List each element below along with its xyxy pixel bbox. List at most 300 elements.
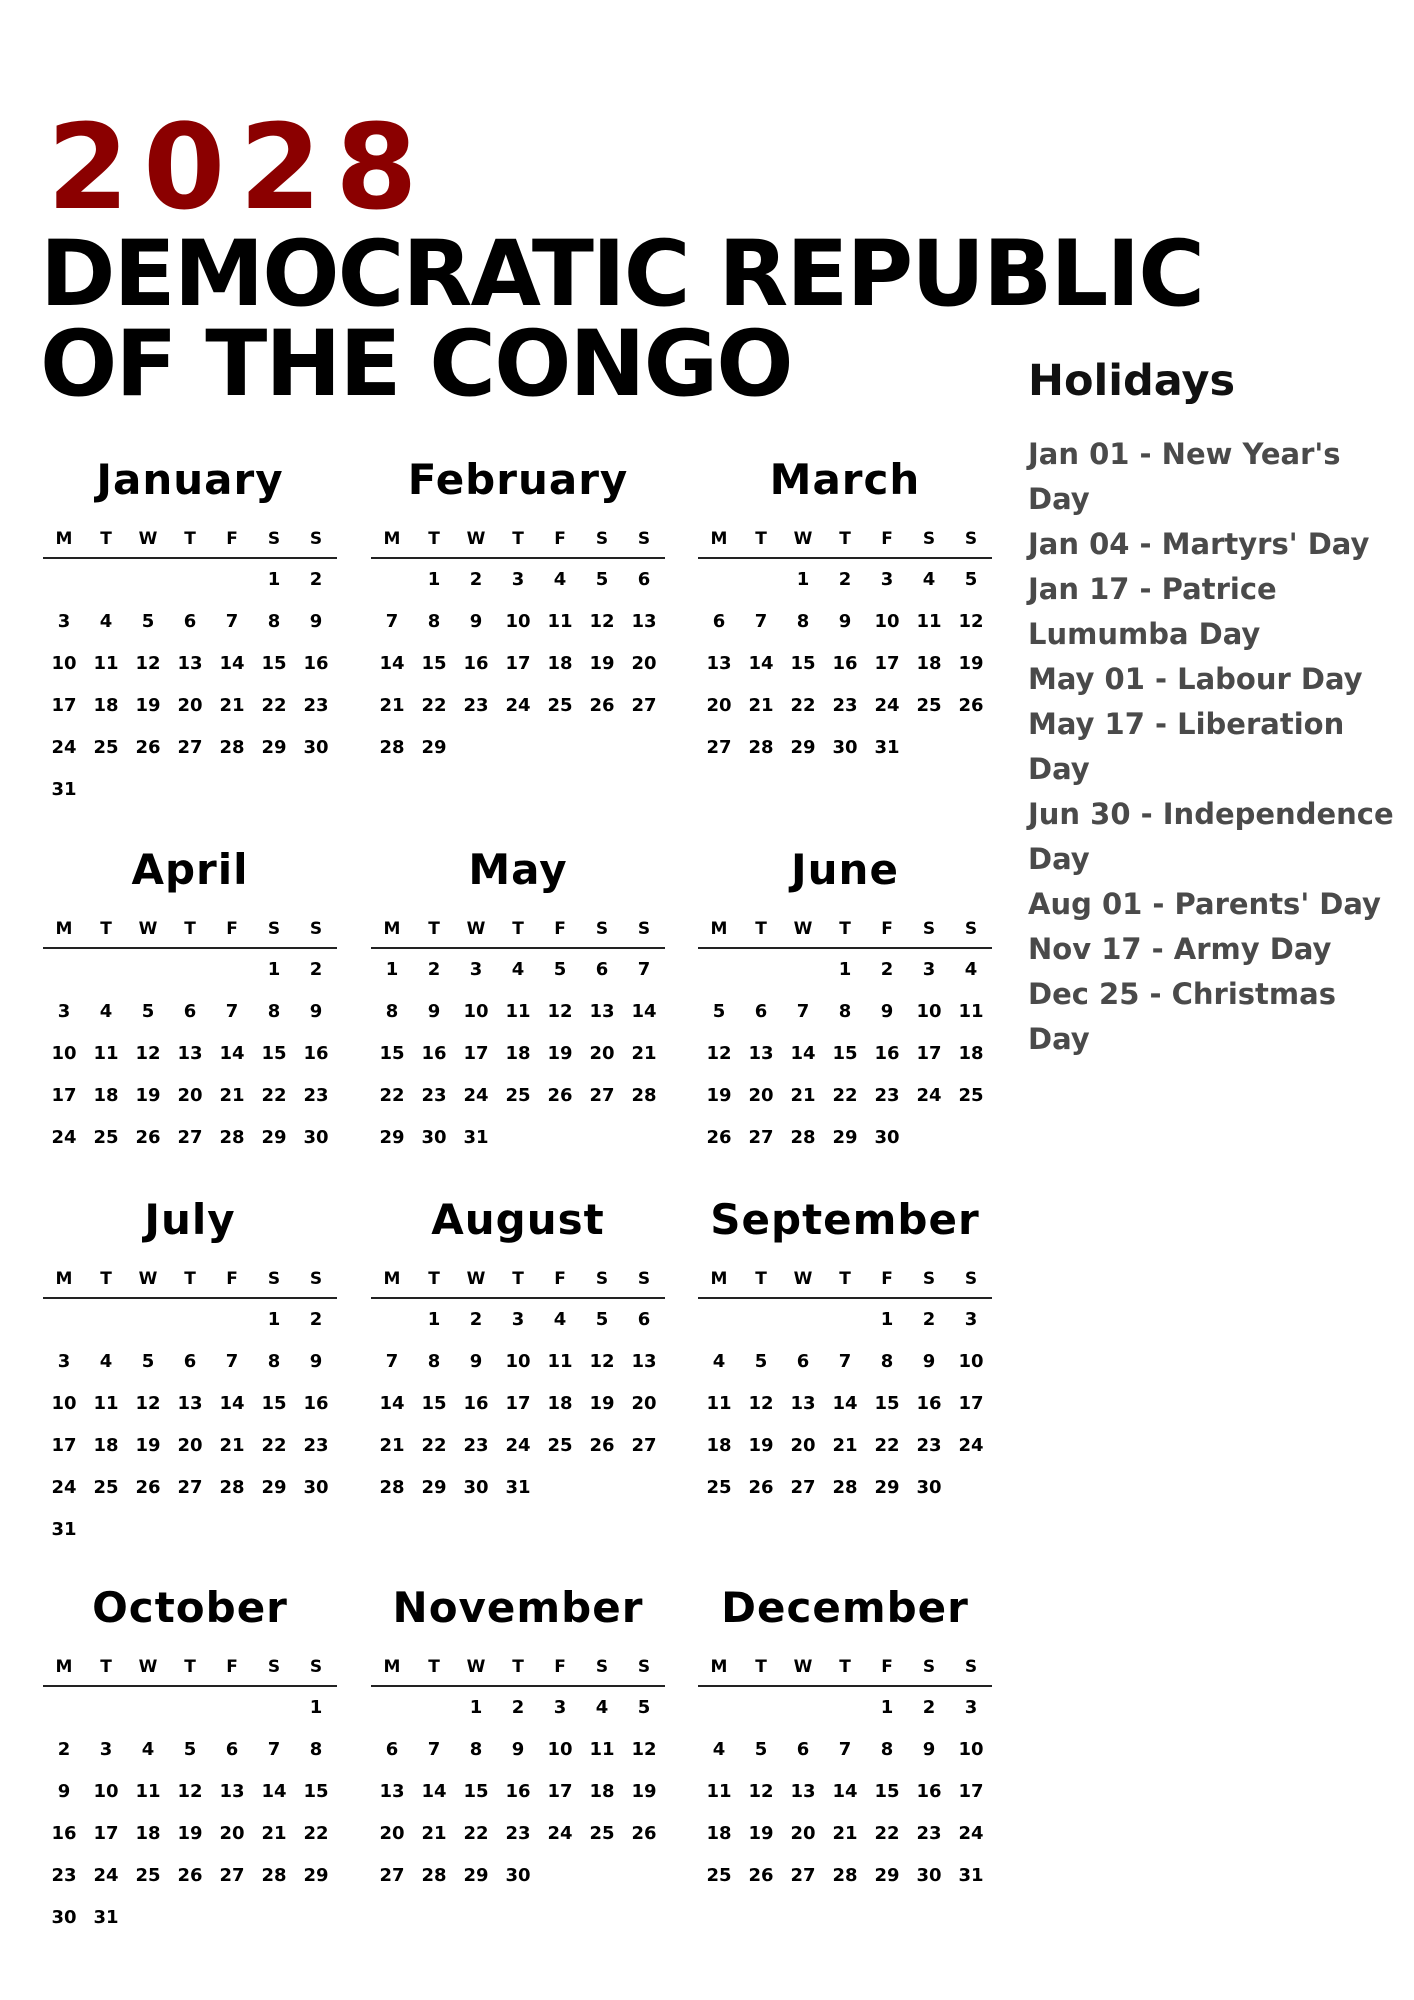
day-cell: 30 xyxy=(505,1865,531,1886)
day-cell: 19 xyxy=(706,1085,732,1106)
day-cell: 24 xyxy=(51,1477,77,1498)
weekday-label: S xyxy=(595,919,609,939)
day-cell: 22 xyxy=(261,1085,287,1106)
weekday-label: T xyxy=(512,1657,524,1677)
day-cell: 30 xyxy=(874,1127,900,1148)
day-cell: 25 xyxy=(93,737,119,758)
weekday-label: F xyxy=(881,1657,893,1677)
empty-cell xyxy=(85,957,127,999)
day-cell: 22 xyxy=(463,1823,489,1844)
day-cell: 21 xyxy=(261,1823,287,1844)
weekday-label: S xyxy=(637,1269,651,1289)
day-cell: 29 xyxy=(379,1127,405,1148)
day-cell: 16 xyxy=(303,1393,329,1414)
day-cell: 4 xyxy=(511,959,525,980)
day-cell: 16 xyxy=(832,653,858,674)
weekday-label: S xyxy=(964,1657,978,1677)
day-cell: 27 xyxy=(631,695,657,716)
weekday-label: S xyxy=(267,1269,281,1289)
day-cell: 22 xyxy=(874,1435,900,1456)
weekday-label: S xyxy=(922,529,936,549)
day-cell: 23 xyxy=(505,1823,531,1844)
holiday-item: Jan 04 - Martyrs' Day xyxy=(1028,527,1370,561)
day-cell: 9 xyxy=(922,1739,936,1760)
day-cell: 6 xyxy=(754,1001,768,1022)
weekday-label: S xyxy=(637,1657,651,1677)
empty-cell xyxy=(43,957,85,999)
weekday-label: S xyxy=(964,919,978,939)
day-cell: 21 xyxy=(379,1435,405,1456)
day-cell: 7 xyxy=(838,1739,852,1760)
weekday-label: F xyxy=(881,1269,893,1289)
day-cell: 18 xyxy=(547,1393,573,1414)
weekday-label: W xyxy=(466,1269,486,1289)
day-cell: 5 xyxy=(553,959,567,980)
day-cell: 16 xyxy=(505,1781,531,1802)
day-cell: 16 xyxy=(303,653,329,674)
day-cell: 13 xyxy=(177,1393,203,1414)
month-name: September xyxy=(710,1195,980,1244)
weekday-header xyxy=(43,1657,337,1687)
day-cell: 8 xyxy=(267,611,281,632)
day-cell: 14 xyxy=(261,1781,287,1802)
day-cell: 29 xyxy=(421,1477,447,1498)
day-cell: 12 xyxy=(135,653,161,674)
day-cell: 21 xyxy=(219,695,245,716)
weekday-label: F xyxy=(554,529,566,549)
day-cell: 8 xyxy=(838,1001,852,1022)
day-cell: 12 xyxy=(135,1393,161,1414)
holiday-item: Jun 30 - Independence Day xyxy=(1028,797,1394,876)
weekday-label: T xyxy=(512,529,524,549)
day-cell: 27 xyxy=(177,1127,203,1148)
weekday-label: T xyxy=(428,919,440,939)
day-cell: 4 xyxy=(99,1001,113,1022)
day-cell: 28 xyxy=(219,1477,245,1498)
holiday-item: Aug 01 - Parents' Day xyxy=(1028,887,1381,921)
weekday-label: T xyxy=(184,919,196,939)
day-cell: 8 xyxy=(267,1351,281,1372)
weekday-label: S xyxy=(922,1269,936,1289)
day-cell: 31 xyxy=(51,779,77,800)
day-cell: 2 xyxy=(427,959,441,980)
day-cell: 16 xyxy=(916,1393,942,1414)
month-name: January xyxy=(96,455,284,504)
day-cell: 19 xyxy=(958,653,984,674)
day-cell: 8 xyxy=(469,1739,483,1760)
day-grid xyxy=(371,1687,665,1905)
day-cell: 2 xyxy=(309,569,323,590)
day-cell: 24 xyxy=(51,1127,77,1148)
day-cell: 8 xyxy=(385,1001,399,1022)
day-cell: 15 xyxy=(832,1043,858,1064)
day-cell: 8 xyxy=(427,1351,441,1372)
day-cell: 12 xyxy=(589,1351,615,1372)
day-cell: 18 xyxy=(93,695,119,716)
day-cell: 24 xyxy=(874,695,900,716)
day-cell: 23 xyxy=(303,695,329,716)
day-cell: 29 xyxy=(832,1127,858,1148)
day-cell: 9 xyxy=(838,611,852,632)
day-cell: 4 xyxy=(553,569,567,590)
weekday-label: S xyxy=(964,1269,978,1289)
day-cell: 26 xyxy=(748,1477,774,1498)
empty-cell xyxy=(824,1695,866,1737)
day-cell: 18 xyxy=(505,1043,531,1064)
day-cell: 28 xyxy=(748,737,774,758)
day-cell: 19 xyxy=(631,1781,657,1802)
day-cell: 29 xyxy=(790,737,816,758)
weekday-label: F xyxy=(881,919,893,939)
day-grid xyxy=(43,1299,337,1559)
day-cell: 13 xyxy=(631,1351,657,1372)
day-cell: 14 xyxy=(379,653,405,674)
weekday-header xyxy=(698,529,992,559)
empty-cell xyxy=(698,1307,740,1349)
day-cell: 8 xyxy=(427,611,441,632)
weekday-header xyxy=(371,529,665,559)
weekday-label: M xyxy=(383,1269,401,1289)
day-cell: 22 xyxy=(303,1823,329,1844)
empty-cell xyxy=(211,957,253,999)
day-cell: 28 xyxy=(790,1127,816,1148)
day-cell: 7 xyxy=(385,1351,399,1372)
weekday-label: W xyxy=(138,1269,158,1289)
day-cell: 22 xyxy=(874,1823,900,1844)
day-cell: 4 xyxy=(922,569,936,590)
day-cell: 26 xyxy=(631,1823,657,1844)
day-cell: 26 xyxy=(547,1085,573,1106)
weekday-label: S xyxy=(922,1657,936,1677)
day-cell: 11 xyxy=(93,1043,119,1064)
day-cell: 1 xyxy=(309,1697,323,1718)
day-cell: 28 xyxy=(261,1865,287,1886)
day-cell: 27 xyxy=(177,1477,203,1498)
day-cell: 11 xyxy=(135,1781,161,1802)
country-title-line-1: DEMOCRATIC REPUBLIC xyxy=(40,222,1204,327)
day-cell: 20 xyxy=(631,1393,657,1414)
day-cell: 15 xyxy=(790,653,816,674)
day-cell: 29 xyxy=(874,1477,900,1498)
holiday-item: May 01 - Labour Day xyxy=(1028,662,1363,696)
day-cell: 23 xyxy=(916,1823,942,1844)
day-cell: 6 xyxy=(637,1309,651,1330)
day-cell: 28 xyxy=(832,1865,858,1886)
day-cell: 18 xyxy=(135,1823,161,1844)
day-cell: 16 xyxy=(874,1043,900,1064)
weekday-label: M xyxy=(55,529,73,549)
day-cell: 3 xyxy=(880,569,894,590)
month-may xyxy=(371,845,665,1167)
day-cell: 10 xyxy=(505,611,531,632)
empty-cell xyxy=(85,567,127,609)
day-cell: 5 xyxy=(754,1739,768,1760)
day-cell: 26 xyxy=(135,1477,161,1498)
day-cell: 1 xyxy=(267,959,281,980)
empty-cell xyxy=(371,1695,413,1737)
holiday-item: Jan 01 - New Year's Day xyxy=(1028,437,1341,516)
weekday-label: T xyxy=(184,1657,196,1677)
month-name: December xyxy=(721,1583,969,1632)
empty-cell xyxy=(127,957,169,999)
day-cell: 28 xyxy=(379,1477,405,1498)
day-cell: 20 xyxy=(748,1085,774,1106)
day-cell: 29 xyxy=(463,1865,489,1886)
day-cell: 20 xyxy=(631,653,657,674)
day-cell: 7 xyxy=(385,611,399,632)
country-title-line-2: OF THE CONGO xyxy=(40,312,792,417)
day-cell: 5 xyxy=(141,1351,155,1372)
weekday-header xyxy=(43,529,337,559)
day-cell: 4 xyxy=(595,1697,609,1718)
day-cell: 29 xyxy=(261,1477,287,1498)
weekday-label: S xyxy=(595,1657,609,1677)
day-grid xyxy=(698,559,992,777)
holiday-item: Dec 25 - Christmas Day xyxy=(1028,977,1336,1056)
day-cell: 10 xyxy=(547,1739,573,1760)
empty-cell xyxy=(85,1695,127,1737)
day-cell: 11 xyxy=(547,611,573,632)
weekday-label: T xyxy=(839,1269,851,1289)
weekday-label: W xyxy=(138,529,158,549)
day-cell: 9 xyxy=(922,1351,936,1372)
weekday-header xyxy=(371,1657,665,1687)
day-cell: 18 xyxy=(93,1085,119,1106)
day-cell: 14 xyxy=(219,1393,245,1414)
day-cell: 25 xyxy=(589,1823,615,1844)
day-cell: 4 xyxy=(712,1739,726,1760)
weekday-label: W xyxy=(793,529,813,549)
day-cell: 30 xyxy=(51,1907,77,1928)
day-cell: 13 xyxy=(631,611,657,632)
empty-cell xyxy=(413,1695,455,1737)
day-cell: 8 xyxy=(880,1739,894,1760)
day-cell: 21 xyxy=(421,1823,447,1844)
day-cell: 11 xyxy=(706,1393,732,1414)
day-cell: 7 xyxy=(225,611,239,632)
day-cell: 26 xyxy=(589,1435,615,1456)
day-cell: 27 xyxy=(790,1477,816,1498)
day-cell: 20 xyxy=(177,695,203,716)
day-cell: 15 xyxy=(421,1393,447,1414)
day-cell: 17 xyxy=(463,1043,489,1064)
day-cell: 19 xyxy=(748,1823,774,1844)
month-name: July xyxy=(144,1195,236,1244)
day-cell: 5 xyxy=(595,569,609,590)
year-title: 2028 xyxy=(47,98,432,236)
day-cell: 7 xyxy=(838,1351,852,1372)
day-cell: 10 xyxy=(51,1043,77,1064)
weekday-label: M xyxy=(383,1657,401,1677)
empty-cell xyxy=(211,1307,253,1349)
day-cell: 30 xyxy=(303,1127,329,1148)
day-cell: 16 xyxy=(51,1823,77,1844)
day-cell: 27 xyxy=(631,1435,657,1456)
day-cell: 9 xyxy=(469,1351,483,1372)
day-cell: 18 xyxy=(93,1435,119,1456)
day-cell: 1 xyxy=(838,959,852,980)
empty-cell xyxy=(169,1695,211,1737)
empty-cell xyxy=(824,1307,866,1349)
month-name: February xyxy=(407,455,629,504)
weekday-label: S xyxy=(964,529,978,549)
empty-cell xyxy=(698,957,740,999)
day-grid xyxy=(371,1299,665,1517)
day-cell: 29 xyxy=(261,737,287,758)
weekday-label: T xyxy=(100,919,112,939)
day-cell: 13 xyxy=(177,653,203,674)
day-grid xyxy=(698,1687,992,1905)
day-cell: 18 xyxy=(916,653,942,674)
day-cell: 3 xyxy=(57,611,71,632)
weekday-label: F xyxy=(554,1269,566,1289)
day-cell: 23 xyxy=(463,695,489,716)
weekday-label: S xyxy=(595,529,609,549)
day-cell: 12 xyxy=(135,1043,161,1064)
day-cell: 6 xyxy=(712,611,726,632)
day-cell: 21 xyxy=(832,1823,858,1844)
weekday-label: S xyxy=(309,1657,323,1677)
day-cell: 18 xyxy=(547,653,573,674)
weekday-label: W xyxy=(793,1269,813,1289)
day-cell: 4 xyxy=(99,611,113,632)
empty-cell xyxy=(371,1307,413,1349)
weekday-header xyxy=(698,1657,992,1687)
day-cell: 17 xyxy=(874,653,900,674)
day-cell: 1 xyxy=(880,1697,894,1718)
weekday-label: W xyxy=(793,1657,813,1677)
day-cell: 3 xyxy=(553,1697,567,1718)
day-cell: 3 xyxy=(511,569,525,590)
day-cell: 9 xyxy=(880,1001,894,1022)
day-cell: 6 xyxy=(183,1001,197,1022)
day-cell: 18 xyxy=(706,1435,732,1456)
day-cell: 11 xyxy=(706,1781,732,1802)
day-cell: 10 xyxy=(93,1781,119,1802)
day-cell: 25 xyxy=(706,1477,732,1498)
day-cell: 28 xyxy=(421,1865,447,1886)
day-cell: 27 xyxy=(379,1865,405,1886)
empty-cell xyxy=(169,1307,211,1349)
weekday-label: S xyxy=(309,1269,323,1289)
weekday-label: T xyxy=(100,1657,112,1677)
empty-cell xyxy=(85,1307,127,1349)
day-cell: 1 xyxy=(427,569,441,590)
weekday-label: M xyxy=(55,919,73,939)
day-cell: 27 xyxy=(790,1865,816,1886)
weekday-label: W xyxy=(138,919,158,939)
day-cell: 2 xyxy=(469,1309,483,1330)
day-cell: 18 xyxy=(958,1043,984,1064)
weekday-label: T xyxy=(755,919,767,939)
day-cell: 15 xyxy=(874,1781,900,1802)
weekday-label: F xyxy=(554,919,566,939)
day-cell: 11 xyxy=(958,1001,984,1022)
day-cell: 29 xyxy=(261,1127,287,1148)
holidays-heading: Holidays xyxy=(1028,356,1236,406)
empty-cell xyxy=(127,1695,169,1737)
day-cell: 9 xyxy=(427,1001,441,1022)
weekday-label: T xyxy=(839,1657,851,1677)
day-cell: 3 xyxy=(99,1739,113,1760)
day-cell: 14 xyxy=(379,1393,405,1414)
day-cell: 3 xyxy=(964,1309,978,1330)
day-cell: 12 xyxy=(177,1781,203,1802)
day-cell: 11 xyxy=(589,1739,615,1760)
holidays-list xyxy=(1028,432,1400,1062)
day-cell: 27 xyxy=(706,737,732,758)
day-cell: 14 xyxy=(631,1001,657,1022)
day-cell: 1 xyxy=(880,1309,894,1330)
day-cell: 30 xyxy=(421,1127,447,1148)
month-july xyxy=(43,1195,337,1559)
day-cell: 2 xyxy=(309,959,323,980)
day-cell: 25 xyxy=(706,1865,732,1886)
month-february xyxy=(371,455,665,777)
day-cell: 24 xyxy=(93,1865,119,1886)
day-cell: 17 xyxy=(505,1393,531,1414)
weekday-header xyxy=(43,919,337,949)
day-cell: 25 xyxy=(916,695,942,716)
day-cell: 5 xyxy=(712,1001,726,1022)
day-cell: 9 xyxy=(309,1351,323,1372)
day-cell: 19 xyxy=(135,1435,161,1456)
weekday-label: T xyxy=(839,919,851,939)
day-cell: 16 xyxy=(303,1043,329,1064)
empty-cell xyxy=(782,1695,824,1737)
day-cell: 15 xyxy=(261,1393,287,1414)
day-cell: 3 xyxy=(57,1351,71,1372)
day-cell: 21 xyxy=(219,1085,245,1106)
day-cell: 7 xyxy=(637,959,651,980)
empty-cell xyxy=(782,957,824,999)
weekday-label: F xyxy=(226,919,238,939)
weekday-label: T xyxy=(755,1269,767,1289)
day-cell: 22 xyxy=(261,695,287,716)
day-cell: 21 xyxy=(379,695,405,716)
weekday-label: T xyxy=(100,529,112,549)
day-cell: 25 xyxy=(135,1865,161,1886)
day-cell: 16 xyxy=(421,1043,447,1064)
day-cell: 6 xyxy=(595,959,609,980)
day-cell: 7 xyxy=(754,611,768,632)
weekday-label: M xyxy=(710,1269,728,1289)
day-cell: 5 xyxy=(183,1739,197,1760)
weekday-header xyxy=(698,1269,992,1299)
day-cell: 16 xyxy=(463,653,489,674)
day-cell: 26 xyxy=(135,737,161,758)
weekday-label: T xyxy=(428,529,440,549)
day-cell: 21 xyxy=(219,1435,245,1456)
day-cell: 4 xyxy=(712,1351,726,1372)
weekday-header xyxy=(371,1269,665,1299)
day-cell: 19 xyxy=(748,1435,774,1456)
day-cell: 2 xyxy=(922,1309,936,1330)
day-cell: 15 xyxy=(261,653,287,674)
day-cell: 17 xyxy=(958,1781,984,1802)
weekday-label: F xyxy=(554,1657,566,1677)
day-cell: 25 xyxy=(958,1085,984,1106)
day-cell: 20 xyxy=(589,1043,615,1064)
day-cell: 23 xyxy=(916,1435,942,1456)
day-cell: 23 xyxy=(874,1085,900,1106)
day-cell: 21 xyxy=(631,1043,657,1064)
day-cell: 15 xyxy=(261,1043,287,1064)
day-cell: 12 xyxy=(748,1781,774,1802)
weekday-label: S xyxy=(637,529,651,549)
empty-cell xyxy=(43,567,85,609)
weekday-label: S xyxy=(309,529,323,549)
